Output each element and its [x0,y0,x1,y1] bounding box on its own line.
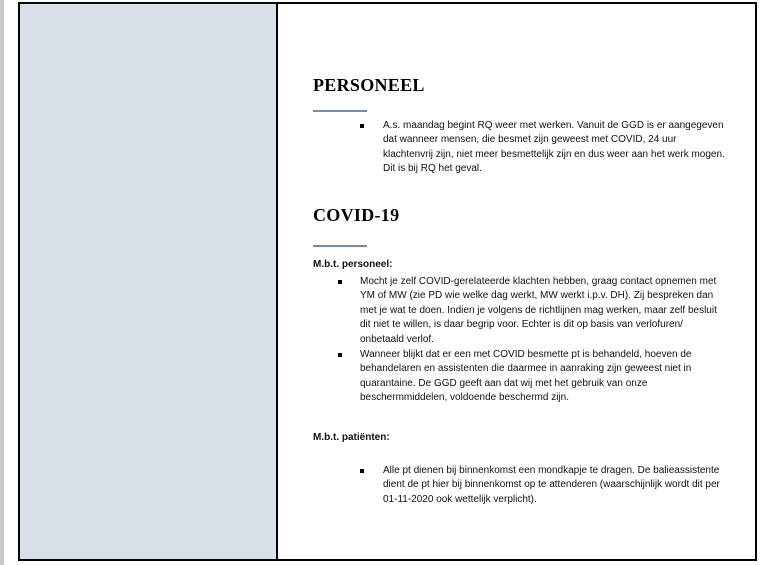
sidebar-panel [20,4,278,559]
bullet-icon [338,280,342,284]
bullet-icon [338,353,342,357]
section-rule [313,245,367,247]
section-title-covid: COVID-19 [313,205,400,225]
section-title-personeel: PERSONEEL [313,75,425,95]
subheading-personeel: M.b.t. personeel: [313,259,393,270]
main-content [280,4,755,559]
bullet-icon [360,124,364,128]
list-item: A.s. maandag begint RQ weer met werken. Vanuit de GGD is er aangegeven dat wanneer mensen, die besmet zijn geweest met COVID, 24 uur klachtenvrij zijn, niet meer besmettelijk zijn en dus weer aan het werk mogen. Dit is bij RQ het geval. [383,120,725,175]
subheading-patienten: M.b.t. patiënten: [313,432,390,443]
section-rule [313,110,367,112]
page-left-edge [0,0,4,565]
document-page [18,2,757,561]
list-item: Alle pt dienen bij binnenkomst een mondkapje te dragen. De balieassistente dient de pt hier bij binnenkomst op te attenderen (waarschijnlijk wordt dit per 01-11-2020 ook wettelijk verplicht). [383,465,720,505]
list-item: Mocht je zelf COVID-gerelateerde klachten hebben, graag contact opnemen met YM of MW (zie PD wie welke dag werkt, MW werkt i.p.v. DH). Zij bespreken dan met je wat te doen. Indien je volgens de richtlijnen mag werken, maar zelf besluit dit niet te willen, is daar begrip voor. Echter is dit op basis van verlofuren/ onbetaald verlof. [360,276,717,345]
list-item: Wanneer blijkt dat er een met COVID besmette pt is behandeld, hoeven de behandelaren en assistenten die daarmee in aanraking zijn geweest niet in quarantaine. De GGD geeft aan dat wij met het gebruik van onze beschermmiddelen, voldoende beschermd zijn. [360,349,692,404]
bullet-icon [360,469,364,473]
